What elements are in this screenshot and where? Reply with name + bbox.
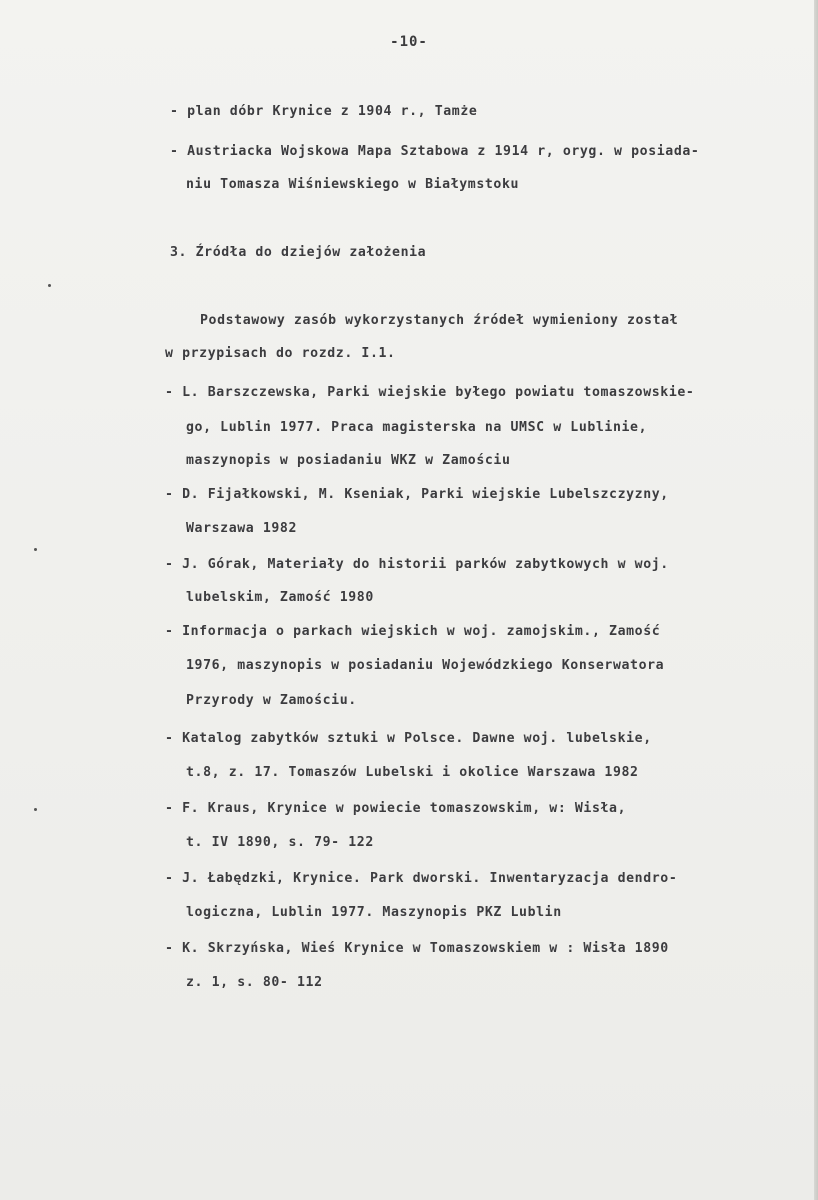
bibliography-entry: - J. Łabędzki, Krynice. Park dworski. Inwentaryzacja dendro- (165, 871, 678, 886)
text-line: w przypisach do rozdz. I.1. (165, 346, 396, 361)
text-line: t.8, z. 17. Tomaszów Lubelski i okolice Warszawa 1982 (186, 765, 639, 780)
text-line: t. IV 1890, s. 79- 122 (186, 835, 374, 850)
paper-speck (48, 284, 51, 287)
paper-speck (34, 548, 37, 551)
text-line: Przyrody w Zamościu. (186, 693, 357, 708)
text-line: logiczna, Lublin 1977. Maszynopis PKZ Lublin (186, 905, 562, 920)
bibliography-entry: - Informacja o parkach wiejskich w woj. zamojskim., Zamość (165, 624, 661, 639)
bibliography-entry: - J. Górak, Materiały do historii parków zabytkowych w woj. (165, 557, 669, 572)
text-line: 1976, maszynopis w posiadaniu Wojewódzkiego Konserwatora (186, 658, 665, 673)
paper-speck (34, 808, 37, 811)
bibliography-entry: - D. Fijałkowski, M. Kseniak, Parki wiejskie Lubelszczyzny, (165, 487, 669, 502)
section-heading: 3. Źródła do dziejów założenia (170, 245, 427, 260)
text-line: Warszawa 1982 (186, 521, 298, 536)
text-line: niu Tomasza Wiśniewskiego w Białymstoku (186, 177, 520, 192)
bibliography-entry: - K. Skrzyńska, Wieś Krynice w Tomaszowskiem w : Wisła 1890 (165, 941, 669, 956)
page-edge (814, 0, 818, 1200)
text-line: go, Lublin 1977. Praca magisterska na UMSC w Lublinie, (186, 420, 648, 435)
text-line: Podstawowy zasób wykorzystanych źródeł wymieniony został (200, 313, 679, 328)
page-number: -10- (390, 34, 428, 50)
bibliography-entry: - Katalog zabytków sztuki w Polsce. Dawne woj. lubelskie, (165, 731, 652, 746)
text-line: - Austriacka Wojskowa Mapa Sztabowa z 1914 r, oryg. w posiada- (170, 144, 700, 159)
bibliography-entry: - L. Barszczewska, Parki wiejskie byłego powiatu tomaszowskie- (165, 385, 695, 400)
text-line: - plan dóbr Krynice z 1904 r., Tamże (170, 104, 478, 119)
text-line: z. 1, s. 80- 112 (186, 975, 323, 990)
bibliography-entry: - F. Kraus, Krynice w powiecie tomaszowskim, w: Wisła, (165, 801, 627, 816)
text-line: maszynopis w posiadaniu WKZ w Zamościu (186, 453, 511, 468)
text-line: lubelskim, Zamość 1980 (186, 590, 374, 605)
